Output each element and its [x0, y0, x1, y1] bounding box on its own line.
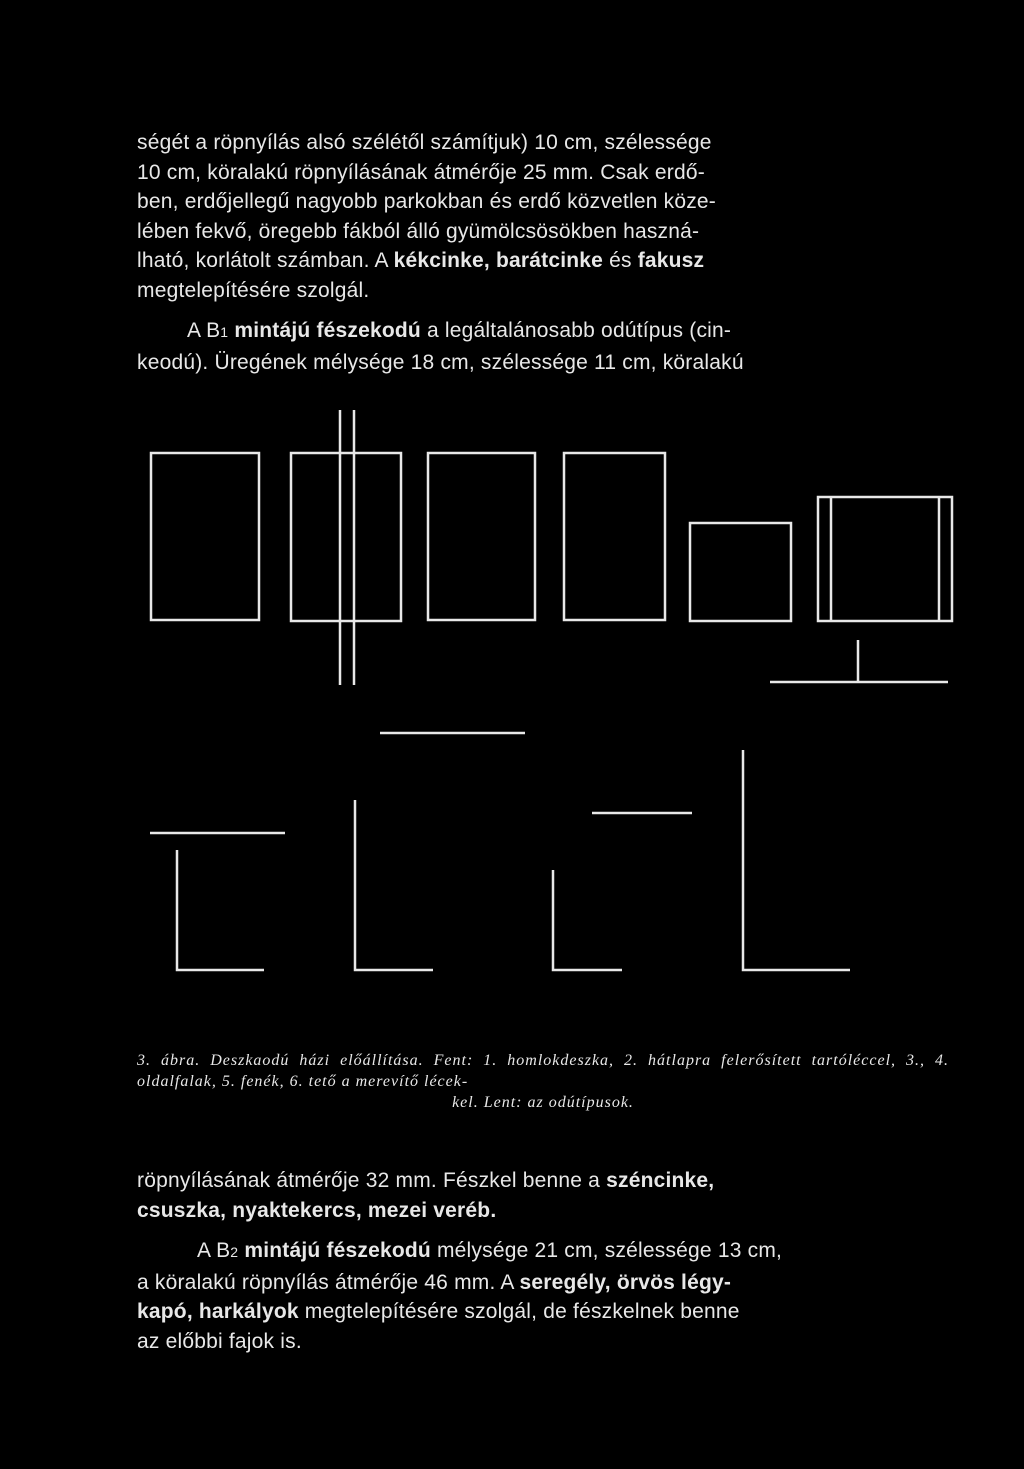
p4-line-2 — [137, 1268, 949, 1298]
p3-text: röpnyílásának átmérője 32 mm. Fészkel benne a — [137, 1169, 607, 1192]
p4-line-1 — [137, 1236, 949, 1268]
type-1-box — [177, 850, 264, 970]
paragraph-2 — [137, 316, 949, 377]
figure-caption — [137, 1050, 949, 1113]
side-wall-3 — [428, 453, 535, 620]
paragraph-4 — [137, 1236, 949, 1356]
p3-bold-1: széncinke, — [606, 1169, 715, 1192]
caption-line-2: felerősített tartóléccel, 3., 4. oldalfalak, 5. fenék, 6. tető a merevítő lécek- — [137, 1052, 950, 1090]
type-4-box — [743, 750, 850, 970]
caption-line-3: kel. Lent: az odútípusok. — [452, 1094, 634, 1111]
p1-line-2: 10 cm, köralakú röpnyílásának átmérője 25 mm. Csak erdő- — [137, 160, 705, 184]
p1-line-5 — [137, 246, 949, 276]
back-board — [291, 453, 401, 621]
nest-box-figure — [0, 390, 1024, 990]
p4-sub: 2 — [230, 1244, 239, 1260]
p2-sub: 1 — [220, 324, 229, 340]
bottom-board — [690, 523, 791, 621]
side-wall-4 — [564, 453, 665, 620]
p1-bold-birds: kékcinke, barátcinke — [393, 249, 604, 272]
p1-line-6: megtelepítésére szolgál. — [137, 278, 370, 302]
p4-bold-2: seregély, örvös légy- — [519, 1270, 732, 1294]
p1-line-5a: lható, korlátolt számban. A — [137, 249, 394, 272]
front-board — [151, 453, 259, 620]
p2-rest-1: a legáltalánosabb odútípus (cin- — [420, 319, 732, 342]
p2-prefix: A B — [187, 319, 221, 342]
type-2-box — [355, 800, 433, 970]
p4-bold-3: kapó, harkályok — [137, 1300, 299, 1323]
p2-line-1 — [137, 316, 949, 348]
p3-line-1 — [137, 1166, 949, 1196]
roof-board — [818, 497, 952, 621]
caption-line-1: 3. ábra. Deszkaodú házi előállítása. Fent: 1. homlokdeszka, 2. hátlapra — [137, 1052, 712, 1069]
paragraph-1 — [137, 128, 949, 305]
p1-bold-fakusz: fakusz — [637, 249, 705, 272]
p4-prefix: A B — [197, 1239, 231, 1262]
p4-bold-1: mintájú fészekodú — [244, 1239, 431, 1262]
p1-line-3: ben, erdőjellegű nagyobb parkokban és erdő közvetlen köze- — [137, 190, 716, 213]
p3-line-2: csuszka, nyaktekercs, mezei veréb. — [137, 1198, 497, 1222]
p4-text-1: mélysége 21 cm, szélessége 13 cm, — [430, 1239, 783, 1262]
p1-line-5b: és — [603, 249, 638, 272]
p1-line-4: lében fekvő, öregebb fákból álló gyümölcsösökben haszná- — [137, 219, 700, 243]
p4-text-3: megtelepítésére szolgál, de fészkelnek benne — [298, 1300, 740, 1323]
p4-line-3 — [137, 1297, 949, 1327]
p1-line-1: ségét a röpnyílás alsó szélétől számítjuk) 10 cm, szélessége — [137, 131, 712, 154]
paragraph-3 — [137, 1166, 949, 1225]
type-3-box — [553, 870, 622, 970]
p2-line-2: keodú). Üregének mélysége 18 cm, szélessége 11 cm, köralakú — [137, 350, 744, 374]
p4-text-2: a köralakú röpnyílás átmérője 46 mm. A — [137, 1270, 520, 1294]
p2-bold: mintájú fészekodú — [234, 319, 421, 342]
p4-line-4: az előbbi fajok is. — [137, 1329, 302, 1353]
